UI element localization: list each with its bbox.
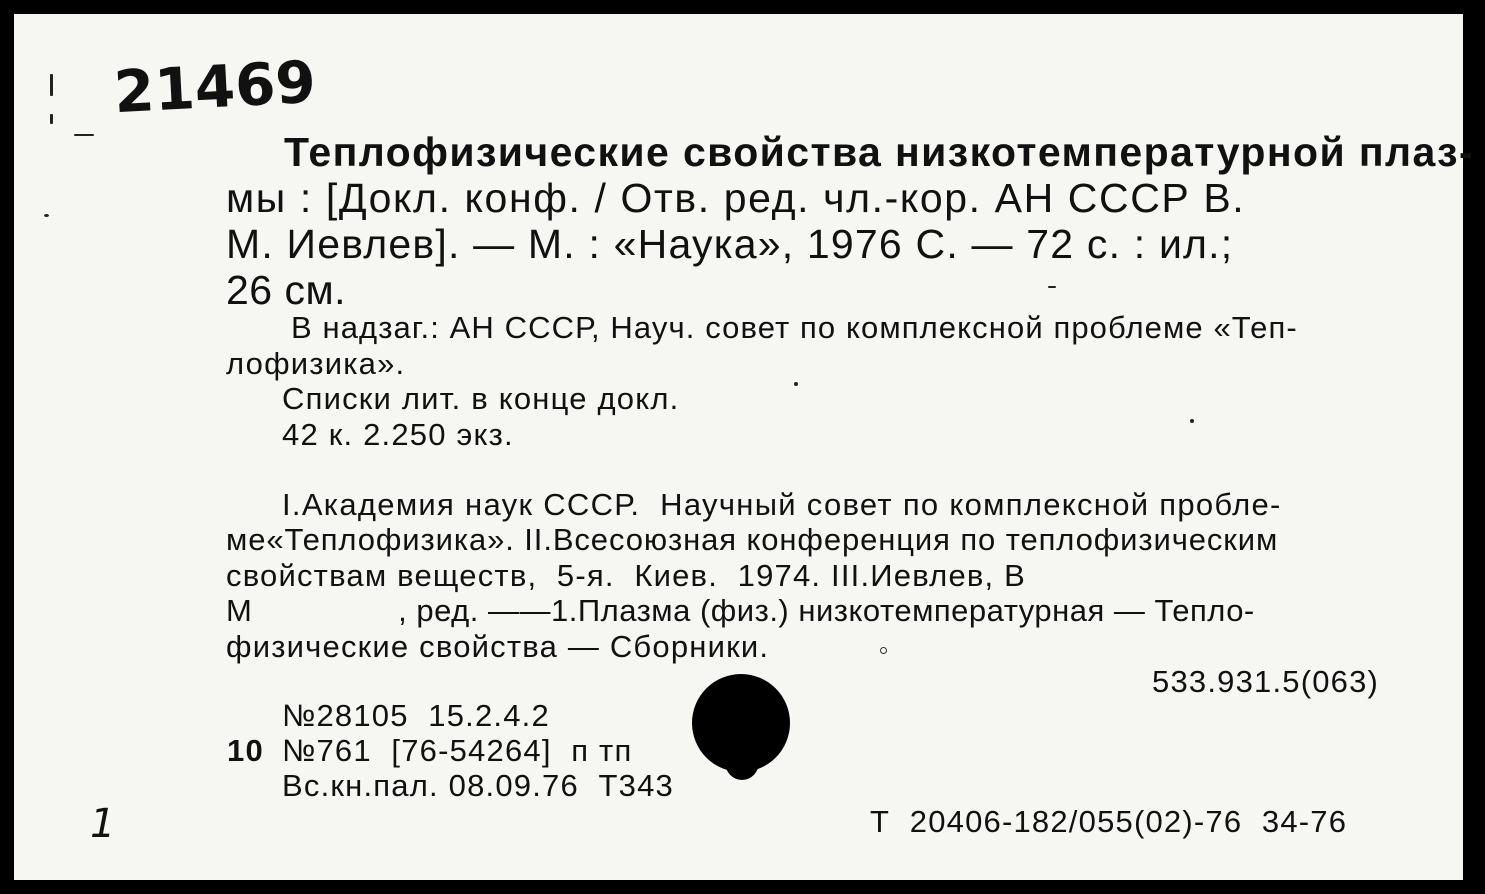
note-line-1: В надзаг.: АН СССР, Науч. совет по комплексной проблеме «Теп- xyxy=(291,310,1298,345)
corner-mark: 1 xyxy=(90,801,116,847)
title-line-4: 26 см. xyxy=(226,267,347,313)
title-line-3: М. Иевлев]. — М. : «Наука», 1976 С. — 72 с. : ил.; xyxy=(226,221,1234,267)
tracing-line-1: I.Академия наук СССР. Научный совет по комплексной пробле- xyxy=(282,487,1282,522)
scan-speck xyxy=(74,134,94,136)
chamber-line: Вс.кн.пал. 08.09.76 Т343 xyxy=(282,768,674,803)
title-line-2: мы : [Докл. конф. / Отв. ред. чл.-кор. АН СССР В. xyxy=(226,175,1246,221)
print-line-prefix: 10 xyxy=(227,733,264,768)
punch-hole-tail xyxy=(725,744,759,780)
print-line: №761 [76-54264] п тп xyxy=(282,733,633,768)
order-line: №28105 15.2.4.2 xyxy=(282,698,550,733)
udc-number: 533.931.5(063) xyxy=(1152,664,1380,699)
note-line-4: 42 к. 2.250 экз. xyxy=(282,417,514,452)
tracing-line-2: ме«Теплофизика». II.Всесоюзная конференция по теплофизическим xyxy=(226,522,1279,557)
scan-speck xyxy=(1048,286,1056,288)
scan-speck xyxy=(880,647,887,654)
inventory-number: 21469 xyxy=(112,47,318,127)
title-line-1: Теплофизические свойства низкотемпературной плаз- xyxy=(284,129,1475,175)
scan-speck xyxy=(1190,419,1194,423)
scan-speck xyxy=(794,382,798,386)
tracing-line-4: М , ред. ——1.Плазма (физ.) низкотемпературная — Тепло- xyxy=(226,593,1255,628)
note-line-3: Списки лит. в конце докл. xyxy=(282,381,680,416)
catalog-card xyxy=(14,14,1475,880)
scan-speck xyxy=(50,114,53,124)
tracing-line-5: физические свойства — Сборники. xyxy=(226,629,770,664)
note-line-2: лофизика». xyxy=(226,346,406,381)
scan-speck xyxy=(50,74,53,96)
index-line: Т 20406-182/055(02)-76 34-76 xyxy=(870,804,1348,839)
tracing-line-3: свойствам веществ, 5-я. Киев. 1974. III.Иевлев, В xyxy=(226,558,1027,593)
scan-speck xyxy=(44,214,49,217)
